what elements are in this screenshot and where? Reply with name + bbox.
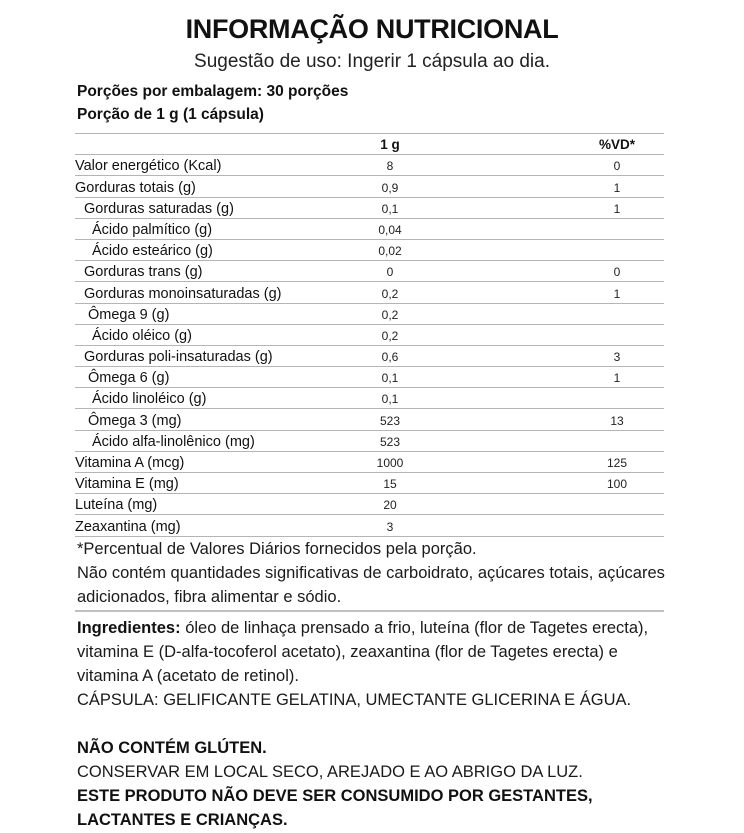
header-name — [75, 134, 360, 155]
nutrient-amount: 523 — [379, 413, 401, 428]
gluten-statement: NÃO CONTÉM GLÚTEN. — [77, 739, 267, 757]
serving-size: Porção de 1 g (1 cápsula) — [77, 106, 264, 123]
table-row — [75, 451, 664, 472]
spacer-cell — [420, 430, 570, 451]
nutrient-daily-value — [570, 430, 664, 451]
nutrient-amount: 0,1 — [381, 201, 399, 216]
footer-section — [77, 736, 677, 832]
table-row — [75, 282, 664, 303]
nutrient-name: Gorduras saturadas (g) — [84, 200, 234, 217]
spacer-cell — [420, 473, 570, 494]
table-row — [75, 409, 664, 430]
nutrient-name: Zeaxantina (mg) — [75, 518, 181, 535]
table-row — [75, 367, 664, 388]
spacer-cell — [420, 494, 570, 515]
spacer-cell — [420, 218, 570, 239]
table-row — [75, 388, 664, 409]
nutrient-name: Gorduras trans (g) — [84, 264, 203, 281]
spacer-cell — [420, 176, 570, 197]
spacer-cell — [420, 345, 570, 366]
page-title: INFORMAÇÃO NUTRICIONAL — [185, 14, 559, 44]
daily-value-footnote: *Percentual de Valores Diários fornecidos pela porção. — [77, 540, 477, 558]
table-row — [75, 473, 664, 494]
nutrient-daily-value — [570, 239, 664, 260]
nutrient-name: Gorduras poli-insaturadas (g) — [84, 349, 273, 366]
nutrient-name: Ácido linoléico (g) — [92, 391, 207, 408]
spacer-cell — [420, 261, 570, 282]
table-row — [75, 324, 664, 345]
nutrient-name: Ômega 3 (mg) — [88, 412, 182, 429]
nutrient-amount: 523 — [379, 434, 401, 449]
ingredients-section — [77, 616, 677, 712]
section-divider — [75, 610, 664, 612]
nutrient-daily-value: 3 — [613, 350, 621, 365]
nutrient-amount: 8 — [386, 159, 394, 174]
table-row — [75, 218, 664, 239]
nutrient-name: Gorduras totais (g) — [75, 179, 196, 196]
nutrient-daily-value: 1 — [613, 371, 621, 386]
nutrient-amount: 0,2 — [381, 307, 399, 322]
table-row — [75, 303, 664, 324]
table-row — [75, 176, 664, 197]
ingredients-label: Ingredientes: — [77, 619, 181, 637]
nutrient-daily-value: 0 — [613, 265, 621, 280]
table-row — [75, 155, 664, 176]
nutrient-name: Ômega 9 (g) — [88, 306, 170, 323]
nutrient-amount: 0,02 — [378, 244, 402, 259]
table-row — [75, 197, 664, 218]
table-row — [75, 515, 664, 536]
nutrient-daily-value: 1 — [613, 286, 621, 301]
spacer-cell — [420, 451, 570, 472]
spacer-cell — [420, 197, 570, 218]
nutrient-name: Valor energético (Kcal) — [75, 158, 222, 175]
nutrient-amount: 15 — [383, 477, 397, 492]
nutrient-name: Ômega 6 (g) — [88, 370, 170, 387]
spacer-cell — [420, 303, 570, 324]
nutrient-amount: 3 — [386, 519, 394, 534]
nutrient-daily-value — [570, 303, 664, 324]
table-row — [75, 494, 664, 515]
nutrient-daily-value: 13 — [610, 413, 624, 428]
storage-instructions: CONSERVAR EM LOCAL SECO, AREJADO E AO ABRIGO DA LUZ. — [77, 763, 583, 781]
table-row — [75, 239, 664, 260]
nutrient-name: Luteína (mg) — [75, 497, 158, 514]
nutrient-daily-value: 1 — [613, 180, 621, 195]
warning-statement: ESTE PRODUTO NÃO DEVE SER CONSUMIDO POR GESTANTES, LACTANTES E CRIANÇAS. — [77, 787, 593, 829]
table-row — [75, 261, 664, 282]
spacer-cell — [420, 409, 570, 430]
nutrient-name: Ácido alfa-linolênico (mg) — [92, 433, 255, 450]
spacer-cell — [420, 367, 570, 388]
nutrient-amount: 1000 — [376, 456, 404, 470]
capsule-ingredients: CÁPSULA: GELIFICANTE GELATINA, UMECTANTE GLICERINA E ÁGUA. — [77, 691, 632, 709]
usage-suggestion: Sugestão de uso: Ingerir 1 cápsula ao dia. — [194, 51, 550, 72]
nutrient-daily-value — [570, 324, 664, 345]
nutrient-daily-value: 100 — [606, 477, 628, 492]
nutrient-amount: 0 — [386, 265, 394, 280]
ingredients-list: óleo de linhaça prensado a frio, luteína (flor de Tagetes erecta), vitamina E (D-alfa-tocoferol acetato), zeaxantina (flor de Tagetes erecta) e vitamina A (acetato de retinol). — [77, 619, 649, 685]
nutrient-daily-value: 125 — [606, 456, 628, 470]
header-gap — [420, 134, 570, 155]
nutrient-amount: 20 — [383, 498, 397, 513]
header-vd: %VD* — [598, 137, 635, 153]
nutrient-amount: 0,9 — [381, 180, 399, 195]
nutrient-name: Ácido palmítico (g) — [92, 221, 213, 238]
nutrient-daily-value — [570, 494, 664, 515]
nutrient-amount: 0,04 — [378, 222, 402, 237]
nutrient-amount: 0,1 — [381, 392, 399, 407]
nutrition-table — [75, 133, 664, 537]
nutrient-amount: 0,1 — [381, 371, 399, 386]
nutrient-name: Ácido oléico (g) — [92, 327, 192, 344]
nutrition-table-body — [75, 155, 664, 536]
ingredients-text — [77, 616, 677, 688]
nutrient-name: Gorduras monoinsaturadas (g) — [84, 285, 282, 302]
spacer-cell — [420, 324, 570, 345]
spacer-cell — [420, 515, 570, 536]
spacer-cell — [420, 155, 570, 176]
nutrient-daily-value — [570, 515, 664, 536]
spacer-cell — [420, 388, 570, 409]
notes-section — [77, 537, 677, 609]
servings-per-package: Porções por embalagem: 30 porções — [77, 83, 349, 100]
nutrient-daily-value: 0 — [613, 159, 621, 174]
nutrient-daily-value — [570, 388, 664, 409]
nutrient-daily-value — [570, 218, 664, 239]
not-significant-note: Não contém quantidades significativas de carboidrato, açúcares totais, açúcares adicionados, fibra alimentar e sódio. — [77, 564, 665, 606]
table-header-row — [75, 134, 664, 155]
nutrient-amount: 0,2 — [381, 286, 399, 301]
nutrient-amount: 0,2 — [381, 328, 399, 343]
spacer-cell — [420, 239, 570, 260]
table-row — [75, 430, 664, 451]
nutrient-daily-value: 1 — [613, 201, 621, 216]
nutrient-name: Ácido esteárico (g) — [92, 243, 213, 260]
table-row — [75, 345, 664, 366]
nutrient-amount: 0,6 — [381, 350, 399, 365]
spacer-cell — [420, 282, 570, 303]
nutrient-name: Vitamina E (mg) — [75, 476, 179, 493]
nutrient-name: Vitamina A (mcg) — [75, 455, 185, 471]
header-amount: 1 g — [380, 137, 400, 153]
